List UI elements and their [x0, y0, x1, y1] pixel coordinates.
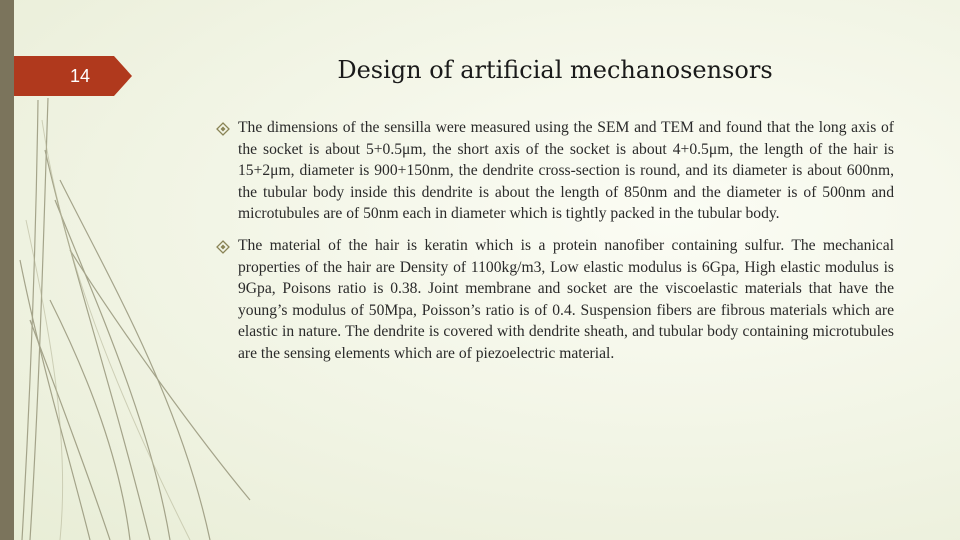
bullet-text-2: The material of the hair is keratin which is a protein nanofiber containing sulfur. The mechanical properties of the hair are Density of 1100kg/m3, Low elastic modulus is 6Gpa, High elastic modulus is 9Gpa, Poisons ratio is 0.38. Joint membrane and socket are the viscoelastic materials that have the young’s modulus of 50Mpa, Poisson’s ratio is of 0.4. Suspension fibers are fibrous materials which are elastic in nature. The dendrite is covered with dendrite sheath, and tubular body containing microtubules are the sensing elements which are of piezoelectric material. — [238, 236, 894, 362]
slide-number: 14 — [69, 66, 91, 86]
bullet-item-1 — [216, 117, 894, 225]
diamond-bullet-icon — [216, 122, 230, 136]
bullet-list — [216, 117, 894, 375]
diamond-bullet-icon — [216, 240, 230, 254]
slide-title: Design of artificial mechanosensors — [337, 56, 773, 84]
bullet-item-2 — [216, 235, 894, 365]
bullet-text-1: The dimensions of the sensilla were measured using the SEM and TEM and found that the long axis of the socket is about 5+0.5μm, the short axis of the socket is about 4+0.5μm, the length of the hair is 15+2μm, diameter is 900+150nm, the dendrite cross-section is round, and its diameter is about 600nm, the tubular body inside this dendrite is about the length of 850nm and the diameter is of 500nm and microtubules are of 50nm each in diameter which is tightly packed in the tubular body. — [238, 119, 894, 223]
